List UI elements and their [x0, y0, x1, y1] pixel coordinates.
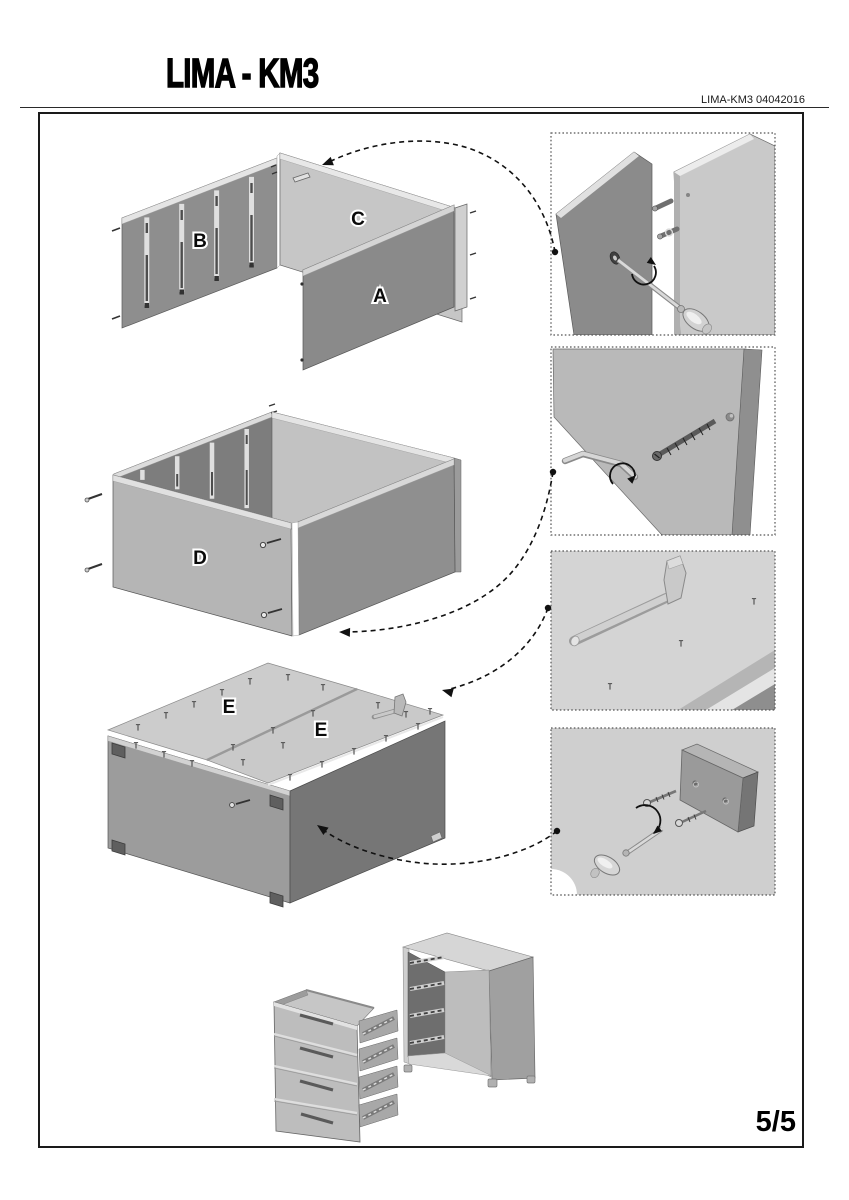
- drawer-boxes: [359, 1010, 398, 1127]
- step1-assembly-diagram: [112, 153, 476, 370]
- right-panel: [674, 134, 775, 335]
- step3-assembly-diagram: [108, 663, 445, 907]
- assembly-drawing: [38, 112, 804, 1148]
- corner-post: [455, 204, 476, 311]
- loose-screws: [85, 494, 102, 572]
- page-number: 5/5: [755, 1106, 796, 1138]
- detail-box-hammer: [551, 551, 775, 710]
- detail-box-mounting-block: [525, 728, 775, 921]
- label-a: A: [373, 286, 387, 307]
- panel-corner-gap: [292, 522, 299, 636]
- detail-box-confirmat-screw: [551, 347, 775, 535]
- label-e-left: E: [222, 697, 236, 718]
- page-title: LIMA - KM3: [166, 50, 319, 96]
- connector-arrow-3: [441, 605, 551, 697]
- doc-code: LIMA-KM3 04042016: [701, 94, 805, 106]
- label-b: B: [193, 231, 207, 252]
- label-e-right: E: [314, 720, 328, 741]
- label-d: D: [193, 548, 207, 569]
- header-rule: [20, 107, 829, 108]
- drawer-stack: [274, 990, 398, 1142]
- label-c: C: [351, 209, 365, 230]
- cabinet-carcass: [403, 933, 535, 1087]
- final-assembly-diagram: [274, 933, 535, 1142]
- step2-assembly-diagram: [85, 404, 461, 636]
- detail-box-cam-lock: [551, 133, 775, 336]
- panel-corner-gap: [277, 153, 280, 268]
